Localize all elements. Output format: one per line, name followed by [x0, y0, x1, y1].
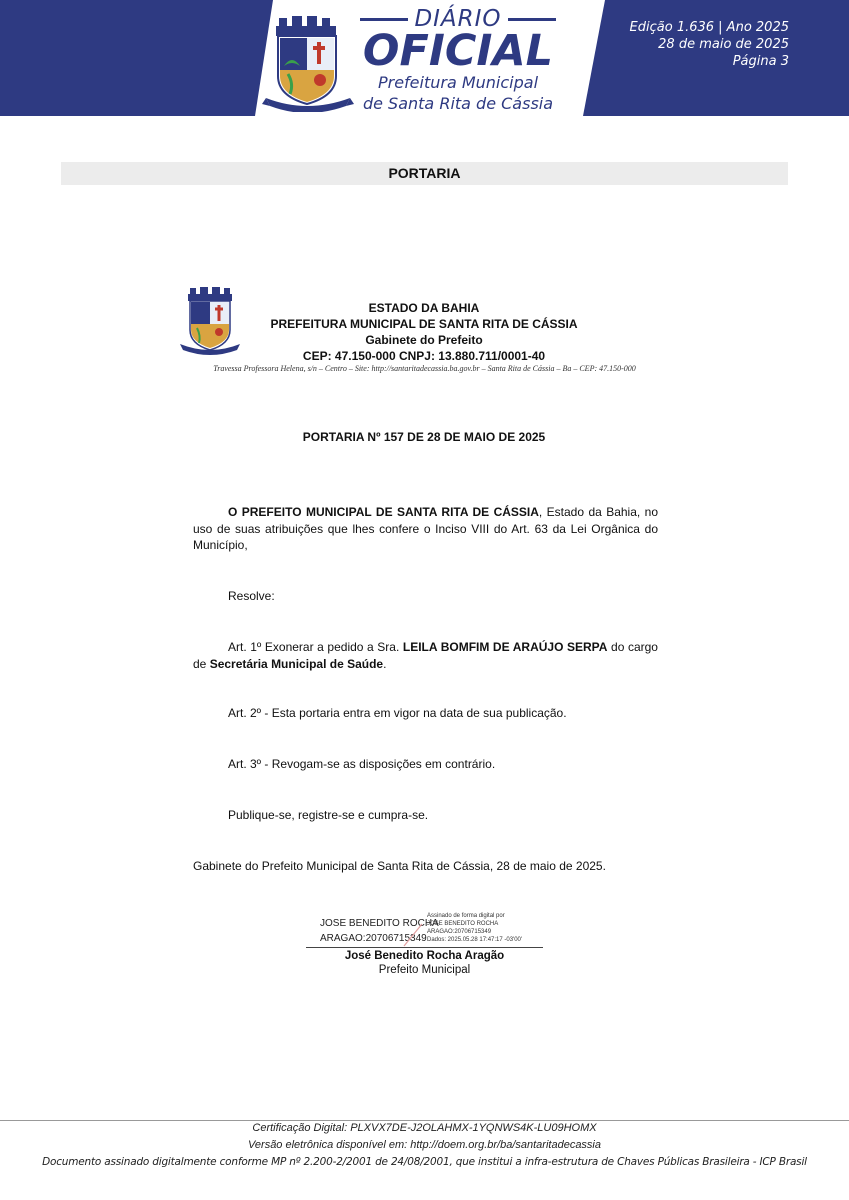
signature-detail-1: Assinado de forma digital por: [427, 913, 505, 919]
edition-date: 28 de maio de 2025: [658, 37, 789, 52]
letterhead-state: ESTADO DA BAHIA: [368, 301, 480, 315]
signature-cert-line-2: ARAGAO:20706715349: [320, 933, 427, 944]
article-3: Art. 3º - Revogam-se as disposições em contrário.: [228, 757, 496, 771]
letterhead: [189, 300, 659, 364]
closing-paragraph: Gabinete do Prefeito Municipal de Santa Rita de Cássia, 28 de maio de 2025.: [193, 859, 606, 873]
footer-legal-notice: Documento assinado digitalmente conforme MP nº 2.200-2/2001 de 24/08/2001, que institui a infra-estrutura de Chaves Públicas Brasileira - ICP Brasil: [42, 1156, 807, 1168]
section-title: PORTARIA: [61, 162, 788, 185]
wordmark-rule-left: [360, 18, 408, 21]
wordmark-rule-right: [508, 18, 556, 21]
wordmark-municipio: de Santa Rita de Cássia: [362, 94, 554, 113]
diario-oficial-wordmark: [358, 6, 558, 114]
preamble-paragraph: [193, 504, 658, 554]
signature-detail-4: Dados: 2025.05.28 17:47:17 -03'00': [427, 937, 523, 943]
portaria-title: PORTARIA Nº 157 DE 28 DE MAIO DE 2025: [302, 430, 546, 444]
signature-detail-3: ARAGAO:20706715349: [427, 929, 492, 935]
footer-certification: Certificação Digital: PLXVX7DE-J2OLAHMX-1YQNWS4K-LU09HOMX: [252, 1122, 597, 1134]
article-1-person: LEILA BOMFIM DE ARAÚJO SERPA: [402, 640, 608, 654]
letterhead-office: Gabinete do Prefeito: [365, 333, 483, 347]
diario-oficial-header: [0, 0, 849, 116]
wordmark-prefeitura: Prefeitura Municipal: [377, 73, 539, 92]
preamble-text: , Estado da Bahia, no uso de suas atribuições que lhes confere o Inciso VIII do Art. 63 da Lei Orgânica do Município,: [193, 505, 658, 552]
article-1: [193, 639, 658, 672]
signer-role: Prefeito Municipal: [378, 964, 471, 976]
article-1-role: Secretária Municipal de Saúde: [209, 656, 384, 671]
article-2: Art. 2º - Esta portaria entra em vigor na data de sua publicação.: [228, 706, 567, 720]
municipal-coat-of-arms-icon: [262, 14, 354, 112]
digital-signature-details: [427, 912, 522, 944]
signature-cert-line-1: JOSE BENEDITO ROCHA: [320, 918, 439, 929]
signature-detail-2: JOSE BENEDITO ROCHA: [427, 921, 499, 927]
letterhead-ids: CEP: 47.150-000 CNPJ: 13.880.711/0001-40: [302, 349, 546, 363]
signature-stroke-icon: [402, 922, 424, 948]
footer-version-link[interactable]: Versão eletrônica disponível em: http://doem.org.br/ba/santaritadecassia: [247, 1139, 601, 1151]
letterhead-address: Travessa Professora Helena, s/n – Centro – Site: http://santaritadecassia.ba.gov.br – Santa Rita de Cássia – Ba – CEP: 47.150-000: [213, 364, 636, 373]
article-1-end: .: [383, 656, 387, 671]
signer-name: José Benedito Rocha Aragão: [344, 950, 505, 962]
wordmark-oficial: OFICIAL: [362, 26, 554, 76]
letterhead-prefeitura: PREFEITURA MUNICIPAL DE SANTA RITA DE CÁSSIA: [270, 317, 578, 331]
edition-info: [630, 19, 789, 70]
article-1-text: Art. 1º Exonerar a pedido a Sra.: [228, 640, 403, 654]
article-1-text-cont: do cargo de: [193, 640, 658, 671]
footer-divider: [0, 1120, 849, 1121]
edition-number: Edição 1.636 | Ano 2025: [629, 20, 789, 35]
publish-paragraph: Publique-se, registre-se e cumpra-se.: [228, 808, 429, 822]
edition-page: Página 3: [732, 54, 789, 69]
wordmark-diario-text: DIÁRIO: [414, 6, 502, 32]
preamble-bold: O PREFEITO MUNICIPAL DE SANTA RITA DE CÁSSIA: [228, 505, 539, 519]
resolve-paragraph: Resolve:: [228, 589, 275, 603]
signature-line: [306, 947, 543, 948]
